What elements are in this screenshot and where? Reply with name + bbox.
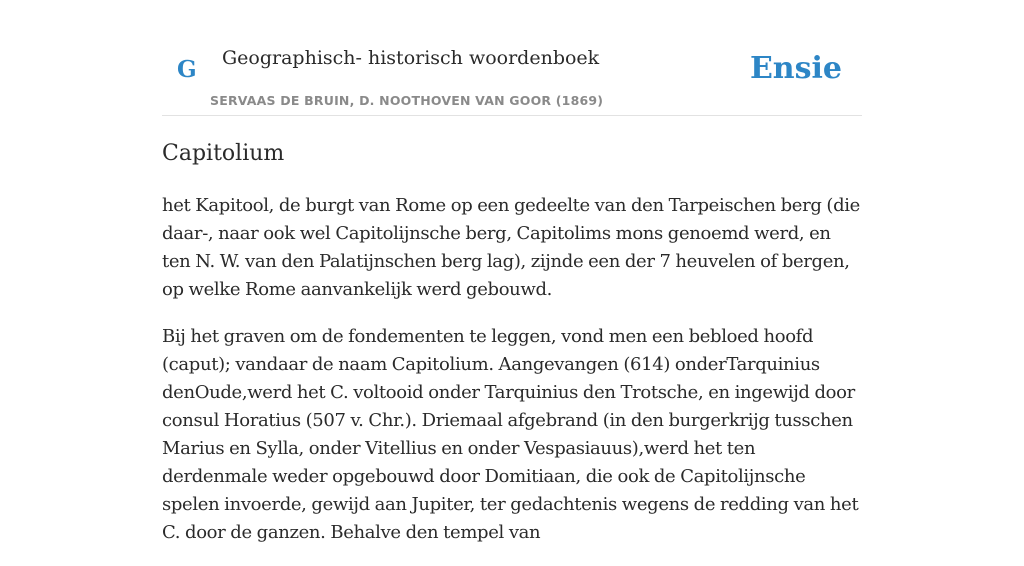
header	[162, 0, 862, 116]
entry-content	[162, 192, 862, 566]
entry-paragraph: het Kapitool, de burgt van Rome op een gedeelte van den Tarpeischen berg (die daar-, naar ook wel Capitolijnsche berg, Capitolims mons genoemd werd, en ten N. W. van den Palatijnschen berg lag), zijnde een der 7 heuvelen of bergen, op welke Rome aanvankelijk werd gebouwd.	[162, 195, 860, 300]
book-author: SERVAAS DE BRUIN, D. NOOTHOVEN VAN GOOR (1869)	[210, 93, 604, 108]
entry-title: Capitolium	[162, 141, 285, 166]
book-title[interactable]: Geographisch- historisch woordenboek	[222, 47, 600, 69]
index-letter[interactable]: G	[177, 56, 197, 83]
page	[162, 0, 862, 543]
entry-paragraph: Bij het graven om de fondementen te leggen, vond men een bebloed hoofd (caput); vandaar de naam Capitolium. Aangevangen (614) onderTarquinius denOude,werd het C. voltooid onder Tarquinius den Trotsche, en ingewijd door consul Horatius (507 v. Chr.). Driemaal afgebrand (in den burgerkrijg tusschen Marius en Sylla, onder Vitellius en onder Vespasiauus),werd het ten derdenmale weder opgebouwd door Domitiaan, die ook de Capitolijnsche spelen invoerde, gewijd aan Jupiter, ter gedachtenis wegens de redding van het C. door de ganzen. Behalve den tempel van	[162, 326, 859, 543]
ensie-logo[interactable]: Ensie	[749, 51, 842, 86]
